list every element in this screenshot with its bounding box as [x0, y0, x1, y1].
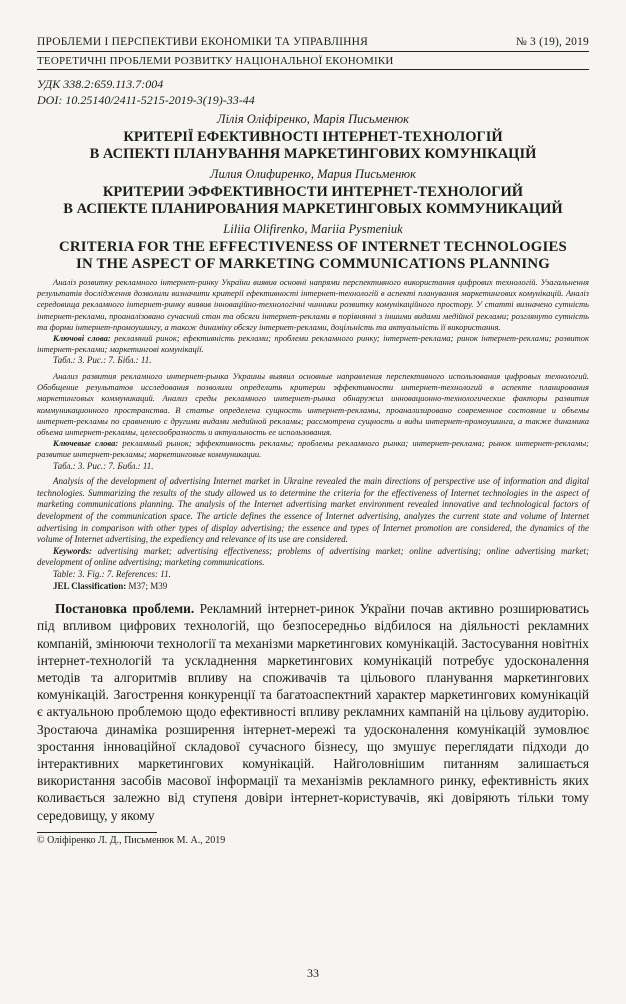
- abstract-en: Analysis of the development of advertising Internet market in Ukraine revealed the main directions of perspective use of information and digital technologies. Summarizing the results of the study allowed us to determine the criteria for the effectiveness of Internet technologies in the aspect of marketing communications planning. The analysis of the Internet advertising market environment revealed innovative and technological factors of development of the communication space. The article defines the essence of Internet advertising, analyzes the current state and volume of Internet advertising in comparison with other types of display advertising; the essence and types of Internet promotion are considered, the dynamics of the volume of Internet advertising, the expediency and relevance of its use are considered.: [37, 476, 589, 545]
- title-ru: [37, 184, 589, 218]
- title-ua-line1: КРИТЕРІЇ ЕФЕКТИВНОСТІ ІНТЕРНЕТ-ТЕХНОЛОГІЙ: [123, 129, 503, 145]
- keywords-ua-label: Ключові слова:: [53, 333, 111, 344]
- footnote-rule: [37, 832, 157, 833]
- section-rule: [37, 69, 589, 70]
- journal-title: ПРОБЛЕМИ І ПЕРСПЕКТИВИ ЕКОНОМІКИ ТА УПРАВЛІННЯ: [37, 36, 368, 48]
- doi-code: DOI: 10.25140/2411-5215-2019-3(19)-33-44: [37, 93, 255, 107]
- keywords-en: [37, 546, 589, 569]
- body-paragraph: [37, 600, 589, 824]
- authors-ru: Лилия Олифиренко, Мария Письменюк: [210, 167, 416, 181]
- title-en: [37, 239, 589, 273]
- stats-ua: Табл.: 3. Рис.: 7. Бібл.: 11.: [53, 355, 152, 366]
- abstract-ru: Анализ развития рекламного интернет-рынка Украины выявил основные направления перспективного использования цифровых технологий. Обобщение результатов исследования позволили определить критерии эффективности интернет-технологий в аспекте планирования маркетинговых коммуникаций. Анализ среды рекламного интернет-рынка обнаружил инновационно-технологические факторы развития коммуникационного пространства. В статье определена сущность интернет-рекламы, проанализировано современное состояние и объемы интернет-рекламы по сравнению с другими видами медийной рекламы; рассмотрена сущность и виды интернет-промоушинга, а также динамика объема интернет-рекламы, целесообразность и актуальность ее использования.: [37, 371, 589, 438]
- keywords-en-text: advertising market; advertising effectiveness; problems of advertising market; online advertising; online advertising market; development of online advertising; marketing communications.: [37, 545, 589, 568]
- authors-en: Liliia Olifirenko, Mariia Pysmeniuk: [223, 222, 403, 236]
- copyright-note: © Оліфіренко Л. Д., Письменюк М. А., 2019: [37, 834, 226, 846]
- keywords-ua: [37, 333, 589, 355]
- jel-codes: M37; M39: [126, 580, 168, 591]
- title-ua: [37, 129, 589, 163]
- udk-code: УДК 338.2:659.113.7:004: [37, 77, 164, 91]
- running-header: [37, 36, 589, 48]
- section-heading-problem: Постановка проблеми.: [55, 601, 195, 617]
- page-number: 33: [307, 966, 319, 980]
- title-en-line2: IN THE ASPECT OF MARKETING COMMUNICATIONS PLANNING: [76, 256, 550, 272]
- authors-ua: Лілія Оліфіренко, Марія Письменюк: [216, 112, 409, 126]
- abstract-ua: Аналіз розвитку рекламного інтернет-ринку України виявив основні напрями перспективного використання цифрових технологій. Узагальнення результатів дослідження дозволили визначити критерії ефективності інтернет-технологій в аспекті планування маркетингових комунікацій. Аналіз середовища рекламного інтернет-ринку виявив інноваційно-технологічні чинники розвитку комунікаційного простору. У статті визначено сутність інтернет-реклами, проаналізовано сучасний стан та обсяги інтернет-реклами в порівнянні з іншими видами медійної реклами; розглянуто сутність та форми інтернет-промоушингу, а також динаміку обсягу інтернет-реклами, доцільність та актуальність її використання.: [37, 277, 589, 332]
- jel-classification: [37, 581, 589, 593]
- title-ru-line1: КРИТЕРИИ ЭФФЕКТИВНОСТИ ИНТЕРНЕТ-ТЕХНОЛОГИЙ: [102, 184, 524, 200]
- article-page: [37, 36, 589, 846]
- keywords-en-label: Keywords:: [53, 545, 92, 556]
- title-ru-line2: В АСПЕКТЕ ПЛАНИРОВАНИЯ МАРКЕТИНГОВЫХ КОММУНИКАЦИЙ: [63, 201, 563, 217]
- section-title: ТЕОРЕТИЧНІ ПРОБЛЕМИ РОЗВИТКУ НАЦІОНАЛЬНОЇ ЕКОНОМІКИ: [37, 55, 394, 67]
- title-ua-line2: В АСПЕКТІ ПЛАНУВАННЯ МАРКЕТИНГОВИХ КОМУНІКАЦІЙ: [89, 146, 537, 162]
- article-meta: [37, 76, 589, 108]
- keywords-ua-text: рекламний ринок; ефективність реклами; проблеми рекламного ринку; інтернет-реклама; ринок інтернет-реклами; розвиток інтернет-реклами; маркетингові комунікації.: [37, 333, 589, 355]
- stats-ru: Табл.: 3. Рис.: 7. Библ.: 11.: [53, 460, 154, 471]
- body-text: Рекламний інтернет-ринок України почав активно розширюватись під впливом цифрових технологій, що безпосередньо відбилося на діяльності рекламних компаній, змінюючи технології та механізми маркетингових комунікацій. Застосування новітніх інтернет-технологій та ускладнення маркетингових комунікацій потребує удосконалення методів та алгоритмів впливу на споживачів та цільового планування маркетингових комунікацій. Загострення конкуренції та багатоаспектний характер маркетингових комунікацій є актуальною проблемою щодо ефективності впливу рекламних кампаній на цільову аудиторію. Зростаюча динаміка розширення інтернет-мережі та удосконалення комунікацій зумовлює зростання інноваційної складової сучасного бізнесу, що змушує переглядати підходи до інтерактивних маркетингових комунікацій. Найголовнішим питанням залишається використання засобів масової інформації та механізмів рекламного ринку, ефективність яких коливається залежно від ступеня довіри інтернет-користувачів, які довіряють тільки тому середовищу, у якому: [37, 601, 589, 823]
- keywords-ru: [37, 438, 589, 460]
- keywords-ru-text: рекламный рынок; эффективность рекламы; проблемы рекламного рынка; интернет-реклама; рынок интернет-рекламы; развитие интернет-рекламы; маркетинговые коммуникации.: [37, 438, 589, 460]
- title-en-line1: CRITERIA FOR THE EFFECTIVENESS OF INTERNET TECHNOLOGIES: [59, 239, 567, 255]
- stats-en: Table: 3. Fig.: 7. References: 11.: [53, 568, 171, 579]
- jel-label: JEL Classification:: [53, 580, 127, 591]
- header-rule: [37, 51, 589, 52]
- issue-number: № 3 (19), 2019: [515, 36, 589, 48]
- keywords-ru-label: Ключевые слова:: [53, 438, 119, 449]
